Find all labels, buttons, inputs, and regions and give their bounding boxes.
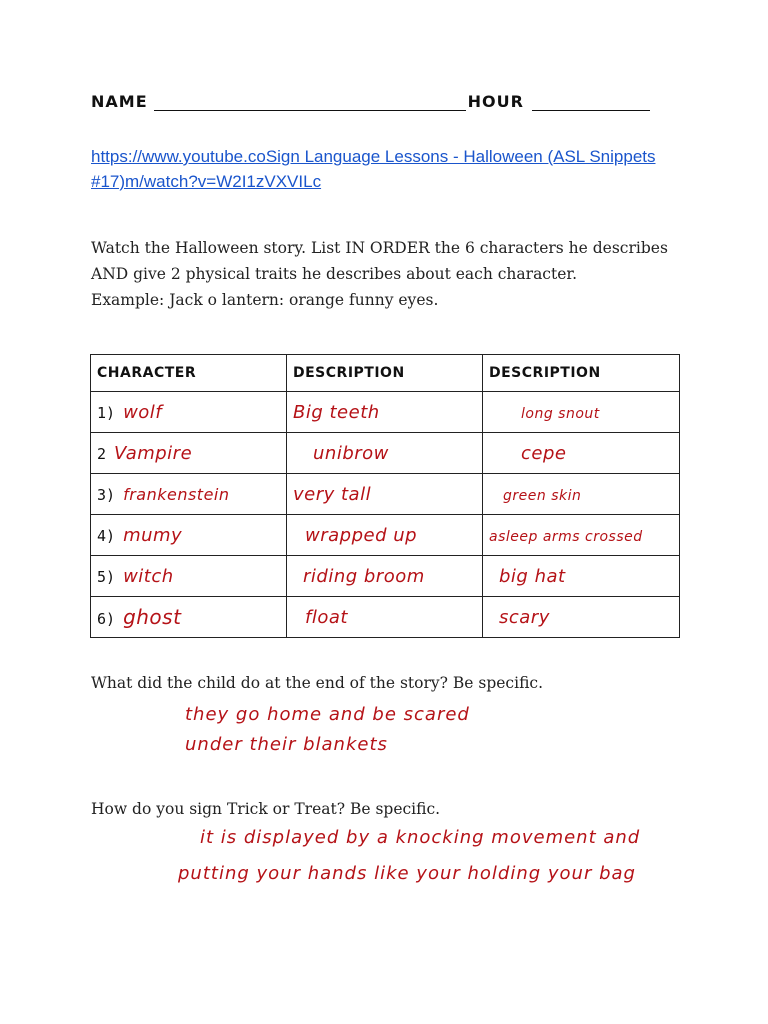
answer-trick-or-treat[interactable] (178, 820, 698, 892)
name-hour-header (91, 92, 650, 111)
hour-label: HOUR (467, 92, 524, 111)
question-end-of-story: What did the child do at the end of the story? Be specific. (91, 674, 544, 692)
description-cell[interactable] (483, 474, 680, 515)
character-answer: mumy (123, 524, 183, 546)
description-cell[interactable] (483, 433, 680, 474)
hour-blank-line[interactable] (532, 96, 650, 111)
column-header-description-2: DESCRIPTION (483, 355, 680, 392)
row-number: 1) (97, 403, 116, 422)
description-cell[interactable] (483, 556, 680, 597)
description-answer: riding broom (303, 565, 425, 587)
character-cell[interactable] (91, 392, 287, 433)
row-number: 4) (97, 526, 116, 545)
character-cell[interactable] (91, 556, 287, 597)
answer-end-of-story[interactable] (185, 700, 705, 760)
question-trick-or-treat: How do you sign Trick or Treat? Be specific. (91, 800, 441, 818)
name-label: NAME (91, 92, 148, 111)
description-answer: cepe (521, 442, 567, 464)
description-cell[interactable] (287, 597, 483, 638)
answer-line: it is displayed by a knocking movement and (200, 827, 641, 848)
character-answer: ghost (123, 605, 182, 629)
instructions-line-1: Watch the Halloween story. List IN ORDER the 6 characters he describes (91, 239, 668, 257)
video-link-line-2[interactable]: #17)m/watch?v=W2I1zVXVILc (91, 172, 322, 191)
character-cell[interactable] (91, 515, 287, 556)
table-row (91, 556, 680, 597)
instructions-line-2: AND give 2 physical traits he describes about each character. (91, 265, 578, 283)
answer-line: they go home and be scared (185, 704, 470, 725)
name-blank-line[interactable] (154, 96, 466, 111)
description-answer: green skin (503, 487, 582, 504)
column-header-description-1: DESCRIPTION (287, 355, 483, 392)
character-answer: wolf (123, 401, 163, 423)
description-cell[interactable] (483, 392, 680, 433)
table-row (91, 597, 680, 638)
row-number: 6) (97, 610, 116, 628)
character-answer: witch (123, 565, 174, 587)
video-link-line-1[interactable]: https://www.youtube.coSign Language Lessons - Halloween (ASL Snippets (91, 147, 656, 166)
answer-line: under their blankets (185, 734, 388, 755)
description-cell[interactable] (287, 474, 483, 515)
character-cell[interactable] (91, 433, 287, 474)
table-row (91, 474, 680, 515)
description-answer: scary (499, 606, 550, 628)
description-answer: wrapped up (305, 524, 418, 546)
video-link[interactable] (91, 144, 691, 194)
table-row (91, 433, 680, 474)
description-cell[interactable] (483, 597, 680, 638)
character-cell[interactable] (91, 474, 287, 515)
description-cell[interactable] (287, 556, 483, 597)
table-row (91, 392, 680, 433)
instructions-line-3: Example: Jack o lantern: orange funny eyes. (91, 291, 439, 309)
description-answer: Big teeth (293, 401, 380, 423)
character-table (90, 354, 680, 638)
character-answer: Vampire (114, 442, 193, 464)
character-cell[interactable] (91, 597, 287, 638)
row-number: 2 (97, 444, 107, 463)
description-cell[interactable] (287, 392, 483, 433)
row-number: 5) (97, 567, 116, 586)
table-header-row (91, 355, 680, 392)
description-answer: float (305, 606, 348, 628)
instructions (91, 235, 691, 313)
character-answer: frankenstein (123, 484, 230, 504)
row-number: 3) (97, 485, 116, 504)
description-answer: asleep arms crossed (489, 528, 643, 545)
column-header-character: CHARACTER (91, 355, 287, 392)
description-answer: big hat (499, 565, 566, 587)
description-cell[interactable] (287, 433, 483, 474)
description-answer: very tall (293, 483, 372, 505)
description-answer: long snout (521, 405, 600, 422)
answer-line: putting your hands like your holding your bag (178, 863, 636, 884)
description-answer: unibrow (313, 442, 389, 464)
description-cell[interactable] (287, 515, 483, 556)
table-row (91, 515, 680, 556)
description-cell[interactable] (483, 515, 680, 556)
